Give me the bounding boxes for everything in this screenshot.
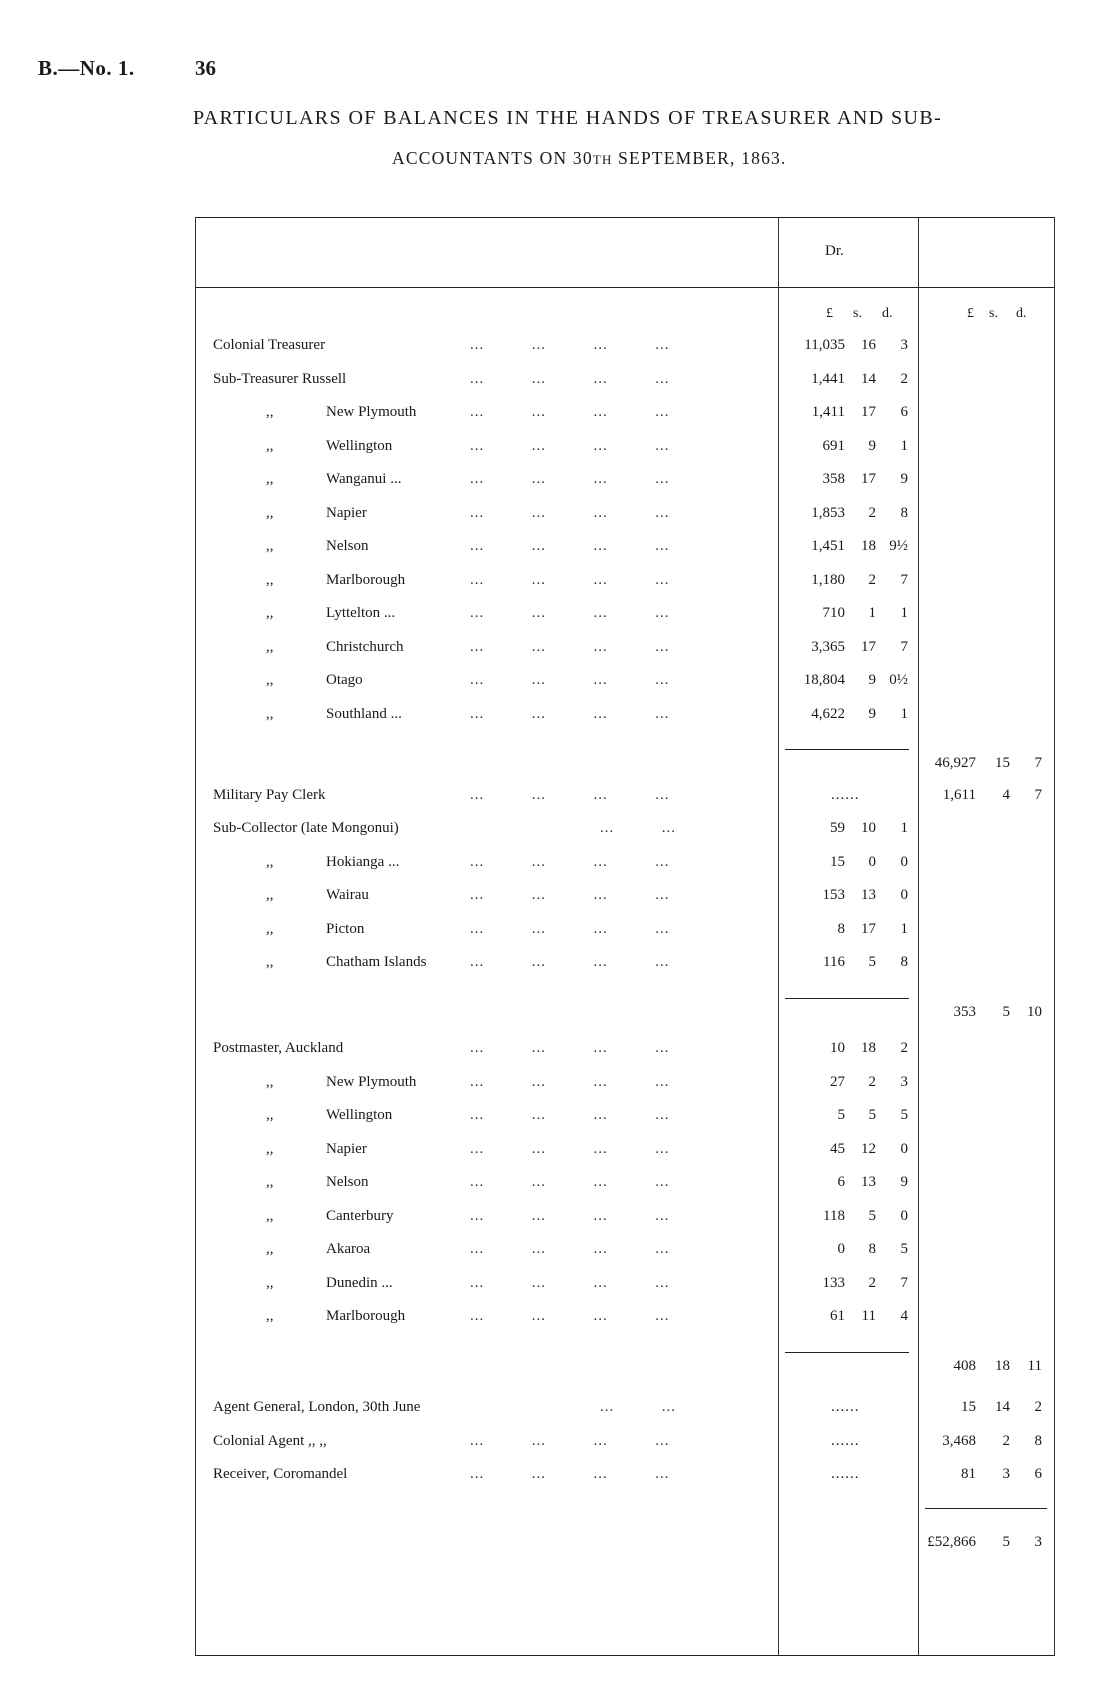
table-row (0, 471, 1114, 501)
amount-pence: 3 (900, 337, 908, 353)
table-row (0, 1107, 1114, 1137)
page-identifier: B.—No. 1. (38, 56, 135, 80)
row-sublabel: Chatham Islands (326, 954, 427, 970)
amount-pounds: 15 (830, 853, 845, 870)
amount-pounds: 45 (830, 1140, 845, 1157)
table-row (0, 1174, 1114, 1204)
amount-pence: 5 (900, 1107, 908, 1123)
row-sublabel: Marlborough (326, 1308, 406, 1324)
row-label: Colonial Agent ,, ,, (213, 1432, 327, 1449)
leader-dots: ... ... ... ... (470, 1241, 670, 1257)
row-sublabel: Wairau (326, 887, 369, 903)
page-number: 36 (195, 56, 216, 80)
total-pence: 2 (1034, 1399, 1042, 1415)
ditto-mark: ,, (266, 404, 274, 420)
amount-pence: 8 (900, 954, 908, 970)
header-rule (195, 287, 1055, 288)
unit-shillings: s. (853, 306, 862, 321)
row-label: Agent General, London, 30th June (213, 1399, 421, 1415)
amount-shillings: 14 (861, 370, 876, 387)
ditto-mark: ,, (266, 887, 274, 903)
title-line-2-ordinal: TH (592, 152, 613, 167)
leader-dots: ... ... ... ... (470, 370, 670, 387)
row-label: Postmaster, Auckland (213, 1040, 344, 1056)
ditto-mark: ,, (266, 638, 274, 655)
amount-pence: 5 (900, 1241, 908, 1257)
amount-pounds: 6 (837, 1174, 845, 1190)
leader-dots: ... ... ... ... (470, 1174, 670, 1190)
nil-marker: ...... (831, 1399, 860, 1415)
amount-shillings: 10 (861, 820, 876, 836)
ditto-mark: ,, (266, 1207, 274, 1224)
total-unit-pence: d. (1016, 306, 1027, 321)
leader-dots: ... ... ... ... (470, 1274, 670, 1291)
ditto-mark: ,, (266, 705, 274, 722)
amount-pounds: 116 (823, 954, 845, 970)
amount-pence: 1 (900, 705, 908, 722)
section-total-pounds: 46,927 (934, 755, 976, 771)
amount-pounds: 5 (837, 1107, 845, 1123)
amount-pounds: 1,451 (811, 538, 845, 554)
amount-shillings: 18 (861, 538, 876, 554)
row-label: Sub-Collector (late Mongonui) (213, 820, 399, 836)
leader-dots: ... ... ... ... (470, 337, 670, 353)
table-row (0, 1141, 1114, 1171)
table-row (0, 1241, 1114, 1271)
amount-shillings: 2 (868, 1274, 876, 1291)
table-bottom-rule (195, 1655, 1055, 1656)
amount-pence: 6 (900, 404, 908, 420)
sum-rule (785, 749, 909, 750)
leader-dots: ... ... ... ... (470, 705, 670, 722)
amount-pence: 9 (900, 1174, 908, 1190)
amount-pounds: 358 (822, 471, 845, 487)
table-row (0, 1208, 1114, 1238)
amount-shillings: 5 (868, 1207, 876, 1224)
table-row (0, 337, 1114, 367)
title-line-2-start: ACCOUNTANTS ON 30 (392, 148, 593, 168)
section-total-shillings: 18 (995, 1357, 1010, 1374)
leader-dots: ... ... (600, 1399, 676, 1415)
grand-total-pence: 3 (1034, 1534, 1042, 1550)
section-total-pence: 7 (1034, 755, 1042, 771)
grand-total-shillings: 5 (1002, 1534, 1010, 1550)
amount-shillings: 5 (868, 954, 876, 970)
amount-pence: 1 (900, 920, 908, 937)
ditto-mark: ,, (266, 1274, 274, 1291)
amount-pence: 8 (900, 504, 908, 521)
row-sublabel: Nelson (326, 538, 369, 554)
row-sublabel: Napier (326, 1140, 367, 1157)
ditto-mark: ,, (266, 853, 274, 870)
amount-pence: 1 (900, 820, 908, 836)
amount-pence: 7 (900, 1274, 908, 1291)
amount-pence: 3 (900, 1073, 908, 1090)
amount-pence: 0 (900, 887, 908, 903)
section-total-row (0, 1004, 1114, 1034)
ditto-mark: ,, (266, 571, 274, 588)
table-row (0, 1040, 1114, 1070)
table-row (0, 505, 1114, 535)
table-row (0, 605, 1114, 635)
amount-shillings: 11 (861, 1308, 876, 1324)
amount-shillings: 17 (861, 920, 876, 937)
sum-rule (785, 1352, 909, 1353)
table-row (0, 706, 1114, 736)
sum-rule (785, 998, 909, 999)
leader-dots: ... ... ... ... (470, 605, 670, 621)
table-row (0, 438, 1114, 468)
leader-dots: ... ... ... ... (470, 1107, 670, 1123)
nil-marker: ...... (831, 1466, 860, 1482)
amount-pounds: 1,180 (811, 571, 845, 588)
grand-total-row (0, 1534, 1114, 1564)
ditto-mark: ,, (266, 437, 274, 454)
leader-dots: ... ... ... ... (470, 672, 670, 688)
row-sublabel: Picton (326, 920, 365, 937)
amount-shillings: 1 (868, 605, 876, 621)
amount-pence: 0 (900, 1140, 908, 1157)
table-row (0, 672, 1114, 702)
nil-marker: ...... (831, 787, 860, 803)
total-shillings: 4 (1002, 787, 1010, 803)
leader-dots: ... ... ... ... (470, 787, 670, 803)
amount-pounds: 710 (822, 605, 845, 621)
total-pounds: 81 (961, 1466, 976, 1482)
row-label: Colonial Treasurer (213, 337, 326, 353)
amount-pounds: 3,365 (811, 638, 845, 655)
table-row (0, 954, 1114, 984)
leader-dots: ... ... ... ... (470, 853, 670, 870)
dr-column-header: Dr. (825, 243, 844, 259)
amount-pence: 0 (900, 853, 908, 870)
table-row (0, 538, 1114, 568)
ditto-mark: ,, (266, 1174, 274, 1190)
row-sublabel: Napier (326, 504, 367, 521)
total-unit-shillings: s. (989, 306, 998, 321)
ditto-mark: ,, (266, 1107, 274, 1123)
amount-pence: 1 (900, 605, 908, 621)
amount-shillings: 5 (868, 1107, 876, 1123)
amount-shillings: 13 (861, 887, 876, 903)
title-line-1: PARTICULARS OF BALANCES IN THE HANDS OF TREASURER AND SUB- (193, 107, 943, 129)
table-row (0, 787, 1114, 817)
leader-dots: ... ... (600, 820, 676, 836)
leader-dots: ... ... ... ... (470, 638, 670, 655)
section-total-pounds: 353 (953, 1003, 976, 1020)
row-sublabel: Lyttelton ... (326, 605, 396, 621)
amount-pounds: 59 (830, 820, 845, 836)
amount-shillings: 18 (861, 1040, 876, 1056)
amount-pence: 2 (900, 370, 908, 387)
leader-dots: ... ... ... ... (470, 571, 670, 588)
amount-pounds: 0 (837, 1241, 845, 1257)
amount-shillings: 17 (861, 404, 876, 420)
title-line-2 (392, 148, 787, 169)
leader-dots: ... ... ... ... (470, 1140, 670, 1157)
leader-dots: ... ... ... ... (470, 437, 670, 454)
table-row (0, 639, 1114, 669)
amount-shillings: 17 (861, 638, 876, 655)
table-row (0, 371, 1114, 401)
section-total-row (0, 755, 1114, 785)
amount-pence: 0½ (889, 672, 908, 688)
leader-dots: ... ... ... ... (470, 1308, 670, 1324)
ditto-mark: ,, (266, 1073, 274, 1090)
amount-shillings: 8 (868, 1241, 876, 1257)
amount-pence: 9 (900, 471, 908, 487)
ditto-mark: ,, (266, 954, 274, 970)
total-pence: 8 (1034, 1432, 1042, 1449)
amount-shillings: 9 (868, 705, 876, 722)
row-sublabel: Canterbury (326, 1207, 394, 1224)
amount-pounds: 118 (823, 1207, 845, 1224)
row-sublabel: Wanganui ... (326, 471, 402, 487)
total-pounds: 1,611 (942, 787, 976, 803)
amount-shillings: 13 (861, 1174, 876, 1190)
unit-pence: d. (882, 306, 893, 321)
table-row (0, 820, 1114, 850)
amount-pence: 2 (900, 1040, 908, 1056)
nil-marker: ...... (831, 1432, 860, 1449)
table-row (0, 887, 1114, 917)
section-total-pence: 10 (1027, 1003, 1042, 1020)
amount-pence: 0 (900, 1207, 908, 1224)
grand-total-pounds: £52,866 (927, 1534, 976, 1550)
table-row (0, 854, 1114, 884)
amount-pence: 4 (900, 1308, 908, 1324)
section-total-row (0, 1358, 1114, 1388)
amount-pounds: 691 (822, 437, 845, 454)
table-row (0, 1399, 1114, 1429)
section-total-shillings: 15 (995, 755, 1010, 771)
amount-shillings: 2 (868, 504, 876, 521)
ditto-mark: ,, (266, 471, 274, 487)
leader-dots: ... ... ... ... (470, 887, 670, 903)
ditto-mark: ,, (266, 504, 274, 521)
row-sublabel: Dunedin ... (326, 1274, 393, 1291)
row-sublabel: Wellington (326, 1107, 393, 1123)
ditto-mark: ,, (266, 1140, 274, 1157)
row-sublabel: Otago (326, 672, 363, 688)
amount-pounds: 18,804 (803, 672, 845, 688)
amount-pounds: 1,411 (811, 404, 845, 420)
total-shillings: 3 (1002, 1466, 1010, 1482)
row-sublabel: Christchurch (326, 638, 404, 655)
amount-pence: 7 (900, 571, 908, 588)
row-sublabel: Akaroa (326, 1241, 371, 1257)
amount-pence: 1 (900, 437, 908, 454)
row-label: Receiver, Coromandel (213, 1466, 348, 1482)
table-row (0, 1466, 1114, 1496)
total-pounds: 3,468 (942, 1432, 976, 1449)
leader-dots: ... ... ... ... (470, 1432, 670, 1449)
amount-pounds: 27 (830, 1073, 845, 1090)
amount-shillings: 2 (868, 1073, 876, 1090)
total-pounds: 15 (961, 1399, 976, 1415)
table-top-rule (195, 217, 1055, 218)
total-shillings: 14 (995, 1399, 1010, 1415)
amount-pounds: 4,622 (811, 705, 845, 722)
amount-pounds: 61 (830, 1308, 845, 1324)
amount-pounds: 8 (837, 920, 845, 937)
ditto-mark: ,, (266, 605, 274, 621)
leader-dots: ... ... ... ... (470, 1040, 670, 1056)
amount-pence: 9½ (889, 538, 908, 554)
amount-pence: 7 (900, 638, 908, 655)
row-sublabel: Nelson (326, 1174, 369, 1190)
amount-shillings: 9 (868, 437, 876, 454)
leader-dots: ... ... ... ... (470, 920, 670, 937)
ditto-mark: ,, (266, 920, 274, 937)
table-row (0, 572, 1114, 602)
leader-dots: ... ... ... ... (470, 538, 670, 554)
total-pence: 7 (1034, 787, 1042, 803)
leader-dots: ... ... ... ... (470, 471, 670, 487)
row-sublabel: Hokianga ... (326, 853, 400, 870)
row-sublabel: New Plymouth (326, 404, 417, 420)
amount-shillings: 9 (868, 672, 876, 688)
leader-dots: ... ... ... ... (470, 1466, 670, 1482)
section-total-pounds: 408 (953, 1357, 976, 1374)
amount-shillings: 12 (861, 1140, 876, 1157)
table-row (0, 404, 1114, 434)
grand-total-rule (925, 1508, 1047, 1509)
row-sublabel: Southland ... (326, 705, 402, 722)
table-row (0, 1275, 1114, 1305)
ditto-mark: ,, (266, 538, 274, 554)
total-pence: 6 (1034, 1466, 1042, 1482)
leader-dots: ... ... ... ... (470, 1207, 670, 1224)
amount-pounds: 11,035 (804, 337, 845, 353)
table-row (0, 1308, 1114, 1338)
row-sublabel: Wellington (326, 437, 393, 454)
row-sublabel: Marlborough (326, 571, 406, 588)
amount-shillings: 17 (861, 471, 876, 487)
unit-pounds: £ (826, 306, 833, 321)
amount-shillings: 16 (861, 337, 876, 353)
amount-shillings: 0 (868, 853, 876, 870)
amount-shillings: 2 (868, 571, 876, 588)
ditto-mark: ,, (266, 672, 274, 688)
ditto-mark: ,, (266, 1308, 274, 1324)
row-label: Military Pay Clerk (213, 787, 326, 803)
ditto-mark: ,, (266, 1241, 274, 1257)
leader-dots: ... ... ... ... (470, 954, 670, 970)
total-unit-pounds: £ (967, 306, 974, 321)
amount-pounds: 10 (830, 1040, 845, 1056)
row-label: Sub-Treasurer Russell (213, 370, 347, 387)
section-total-shillings: 5 (1002, 1003, 1010, 1020)
table-row (0, 1433, 1114, 1463)
table-row (0, 1074, 1114, 1104)
leader-dots: ... ... ... ... (470, 504, 670, 521)
section-total-pence: 11 (1027, 1357, 1042, 1374)
total-shillings: 2 (1002, 1432, 1010, 1449)
amount-pounds: 133 (822, 1274, 845, 1291)
amount-pounds: 1,853 (811, 504, 845, 521)
table-row (0, 921, 1114, 951)
leader-dots: ... ... ... ... (470, 404, 670, 420)
title-line-2-end: SEPTEMBER, 1863. (612, 148, 787, 168)
amount-pounds: 153 (822, 887, 845, 903)
amount-pounds: 1,441 (811, 370, 845, 387)
leader-dots: ... ... ... ... (470, 1073, 670, 1090)
row-sublabel: New Plymouth (326, 1073, 417, 1090)
